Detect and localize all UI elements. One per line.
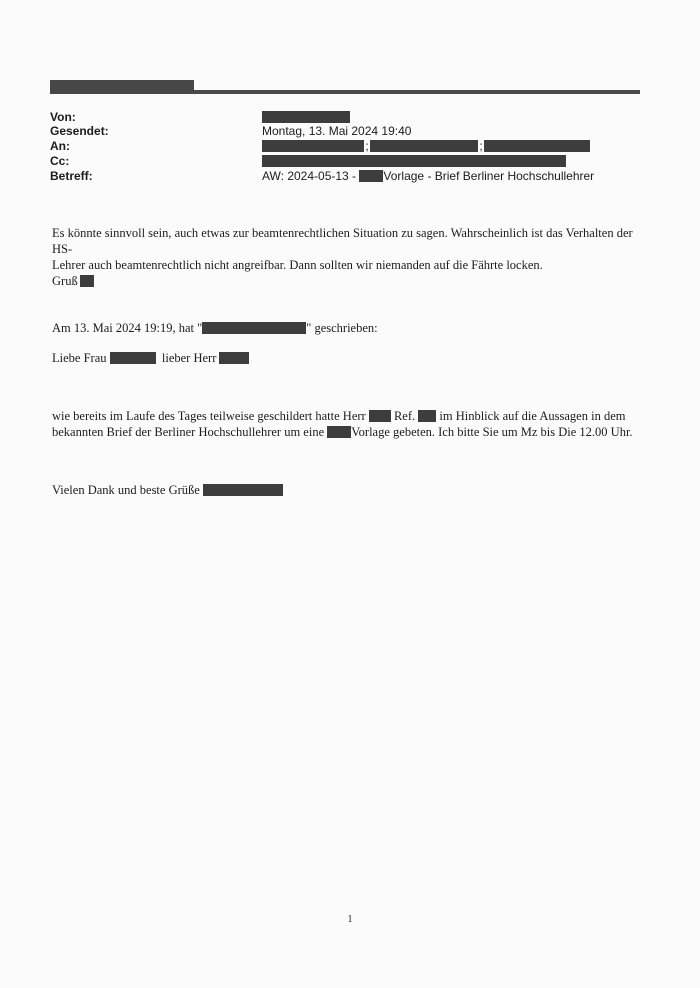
page-number: 1 (347, 914, 353, 925)
redacted-ref (418, 410, 436, 422)
redacted-subject (359, 170, 383, 182)
redacted-sender (262, 111, 350, 123)
reply-line-2: Lehrer auch beamtenrechtlich nicht angreifbar. Dann sollten wir niemanden auf die Fährte locken. (52, 258, 543, 272)
closing-text: Vielen Dank und beste Grüße (52, 483, 200, 497)
sent-value: Montag, 13. Mai 2024 19:40 (262, 124, 412, 138)
subject-prefix: AW: 2024-05-13 - (262, 169, 357, 183)
subject-suffix: Vorlage - Brief Berliner Hochschullehrer (383, 169, 595, 183)
redacted-header-bar (50, 80, 194, 94)
salutation-herr: lieber Herr (161, 351, 217, 365)
redacted-signature (80, 275, 94, 287)
reply-line-1: Es könnte sinnvoll sein, auch etwas zur beamtenrechtlichen Situation zu sagen. Wahrscheinlich ist das Verhalten der HS- (52, 226, 633, 256)
cc-label: Cc: (50, 154, 70, 168)
redacted-recipient-2 (370, 140, 478, 152)
redacted-closing-signature (203, 484, 283, 496)
redacted-name-1 (369, 410, 391, 422)
quote-paragraph (52, 408, 637, 440)
redacted-name-herr (219, 352, 249, 364)
quote-salutation (52, 350, 637, 366)
redacted-cc (262, 155, 566, 167)
to-label: An: (50, 139, 70, 153)
redacted-recipient-1 (262, 140, 364, 152)
reply-greeting: Gruß (52, 274, 78, 288)
redacted-recipient-3 (484, 140, 590, 152)
redacted-name-2 (327, 426, 351, 438)
para-part-a: wie bereits im Laufe des Tages teilweise geschildert hatte Herr (52, 409, 366, 423)
to-row (50, 138, 650, 154)
cc-row (50, 153, 650, 169)
quote-intro-after: " geschrieben: (306, 321, 378, 335)
from-label: Von: (50, 110, 76, 124)
recipient-separator: ; (479, 139, 483, 153)
quote-intro-before: Am 13. Mai 2024 19:19, hat " (52, 321, 203, 335)
para-part-e: Vorlage gebeten. Ich bitte Sie um Mz bis Die 12.00 Uhr. (351, 425, 633, 439)
subject-row (50, 168, 650, 184)
reply-text (52, 225, 637, 289)
header-rule (194, 90, 640, 94)
quote-closing (52, 482, 637, 498)
subject-label: Betreff: (50, 169, 93, 183)
quote-intro (52, 320, 637, 336)
redacted-quote-author (202, 322, 306, 334)
redacted-name-frau (110, 352, 156, 364)
para-part-d: bekannten Brief der Berliner Hochschullehrer um eine (52, 425, 325, 439)
sent-label: Gesendet: (50, 124, 109, 138)
para-part-b: Ref. (393, 409, 416, 423)
para-part-c: im Hinblick auf die Aussagen in dem (439, 409, 626, 423)
sent-row (50, 123, 650, 139)
recipient-separator: ; (365, 139, 369, 153)
salutation-frau: Liebe Frau (52, 351, 107, 365)
